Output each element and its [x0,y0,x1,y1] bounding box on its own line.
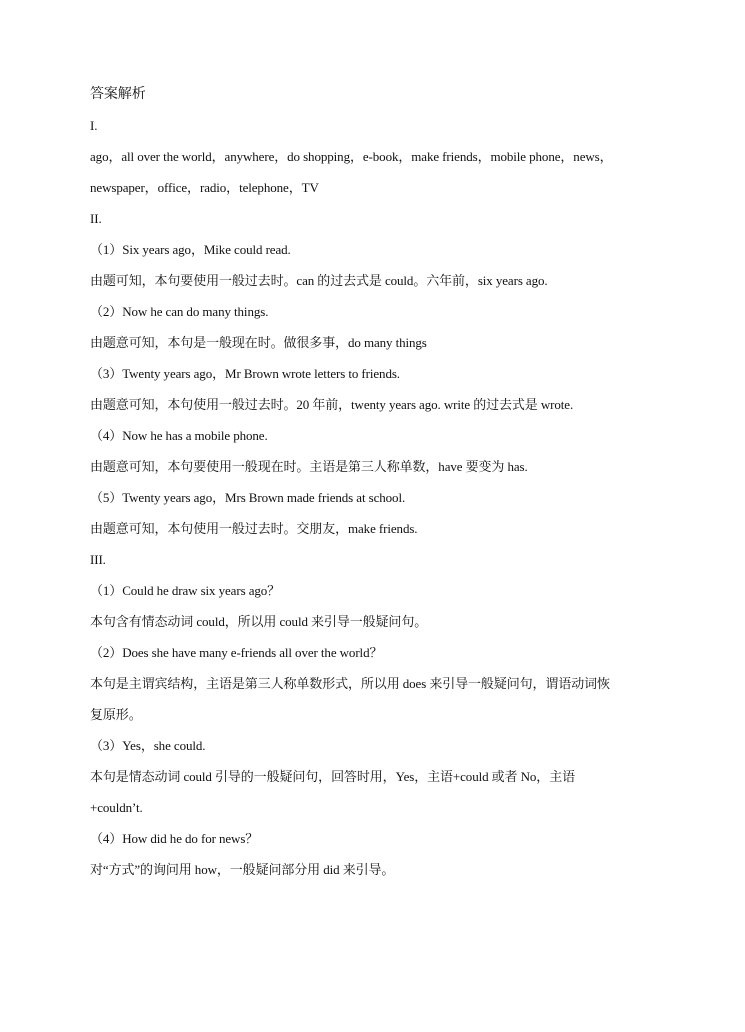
section-3-heading: III. [90,552,106,567]
s2-answer-3: （3）Twenty years ago，Mr Brown wrote letters to friends. [90,366,400,381]
s2-answer-2: （2）Now he can do many things. [90,304,269,319]
s2-answer-1: （1）Six years ago，Mike could read. [90,242,291,257]
s3-explain-3-line-2: +couldn’t. [90,800,143,815]
s3-answer-4: （4）How did he do for news？ [90,831,259,846]
s3-answer-1: （1）Could he draw six years ago？ [90,583,281,598]
section-2-heading: II. [90,211,102,226]
s2-explain-3: 由题意可知，本句使用一般过去时。20 年前，twenty years ago. write 的过去式是 wrote. [90,397,574,412]
s3-explain-1: 本句含有情态动词 could，所以用 could 来引导一般疑问句。 [90,614,428,629]
s2-explain-1: 由题可知，本句要使用一般过去时。can 的过去式是 could。六年前，six years ago. [90,273,548,288]
s2-explain-5: 由题意可知，本句使用一般过去时。交朋友，make friends. [90,521,418,536]
s3-explain-4: 对“方式”的询问用 how，一般疑问部分用 did 来引导。 [90,862,395,877]
s3-explain-3-line-1: 本句是情态动词 could 引导的一般疑问句，回答时用，Yes，主语+could 或者 No，主语 [90,769,576,784]
word-list-line-2: newspaper，office，radio，telephone，TV [90,180,319,195]
page-title: 答案解析 [90,87,146,102]
s2-answer-5: （5）Twenty years ago，Mrs Brown made friends at school. [90,490,406,505]
word-list-line-1: ago，all over the world，anywhere，do shopping，e-book，make friends，mobile phone，news， [90,149,613,164]
s3-explain-2-line-2: 复原形。 [90,707,142,722]
s3-answer-2: （2）Does she have many e-friends all over the world？ [90,645,383,660]
s2-answer-4: （4）Now he has a mobile phone. [90,428,268,443]
answer-analysis [90,79,670,885]
s3-answer-3: （3）Yes，she could. [90,738,206,753]
s2-explain-2: 由题意可知，本句是一般现在时。做很多事，do many things [90,335,427,350]
s3-explain-2-line-1: 本句是主谓宾结构，主语是第三人称单数形式，所以用 does 来引导一般疑问句，谓语动词恢 [90,676,610,691]
s2-explain-4: 由题意可知，本句要使用一般现在时。主语是第三人称单数，have 要变为 has. [90,459,528,474]
section-1-heading: I. [90,118,98,133]
